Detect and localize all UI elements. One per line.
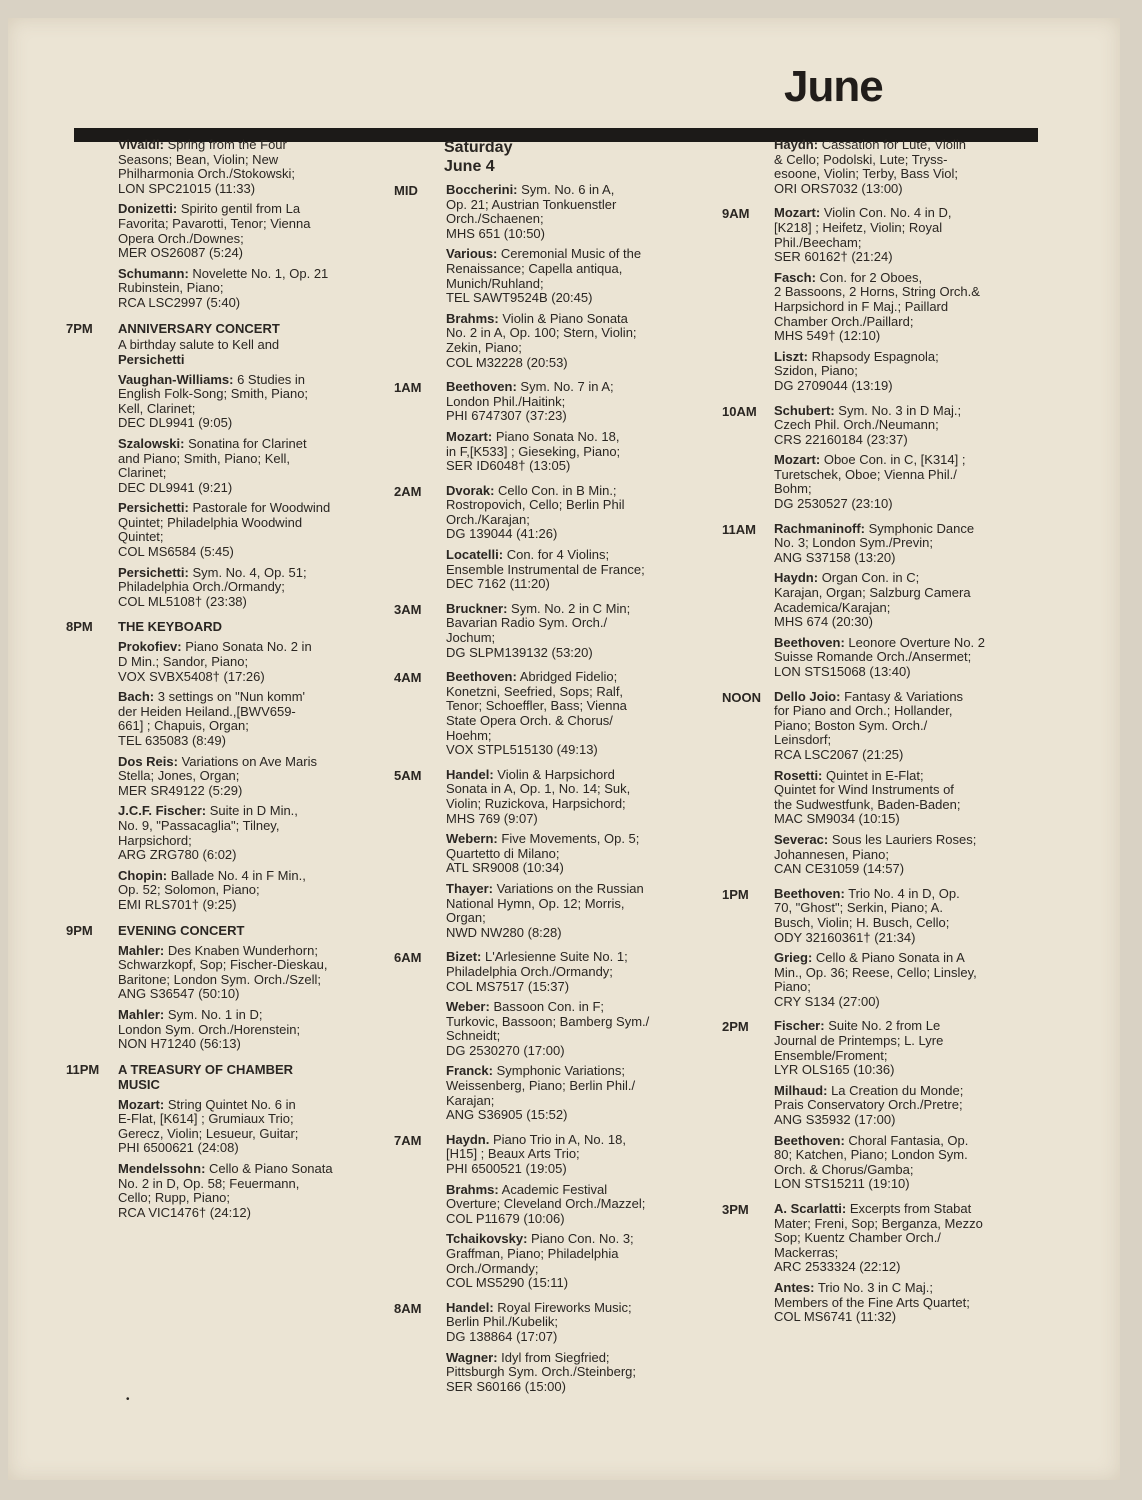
- listing-entry: [118, 1008, 366, 1052]
- composer-name: Webern:: [446, 831, 498, 847]
- listing-entry: [446, 1133, 694, 1177]
- composer-name: Weber:: [446, 999, 490, 1015]
- time-label: 9AM: [722, 206, 750, 222]
- listing-entry: [446, 1000, 694, 1058]
- work-details: Des Knaben Wunderhorn; Schwarzkopf, Sop; Fischer-Dieskau, Baritone; London Sym. Orch./Szell; ANG S36547 (50:10): [118, 942, 328, 1002]
- listing-entry: [774, 350, 1022, 394]
- composer-name: Vivaldi:: [118, 137, 165, 152]
- time-slot: [394, 380, 694, 474]
- listing-entry: [774, 138, 1022, 196]
- listing-entry: [118, 138, 366, 196]
- listing-entry: [118, 690, 366, 748]
- listing-entry: [118, 202, 366, 260]
- listing-entry: [118, 1162, 366, 1220]
- composer-name: Boccherini:: [446, 182, 518, 197]
- composer-name: Handel:: [446, 766, 494, 782]
- listing-entry: [446, 247, 694, 305]
- time-label: 7AM: [394, 1132, 422, 1148]
- listing-entry: [774, 636, 1022, 680]
- listing-entry: [446, 950, 694, 994]
- work-details: Sym. No. 4, Op. 51; Philadelphia Orch./Ormandy; COL ML5108† (23:38): [118, 564, 307, 609]
- listing-entry: [446, 832, 694, 876]
- composer-name: Thayer:: [446, 880, 493, 896]
- time-slot: [66, 138, 366, 311]
- listing-entry: [118, 566, 366, 610]
- work-details: Cello & Piano Sonata in A Min., Op. 36; Reese, Cello; Linsley, Piano; CRY S134 (27:00): [774, 950, 977, 1009]
- work-details: Cello Con. in B Min.; Rostropovich, Cello; Berlin Phil Orch./Karajan; DG 139044 (41:26): [446, 482, 625, 542]
- work-details: Rhapsody Espagnola; Szidon, Piano; DG 2709044 (13:19): [774, 348, 939, 393]
- work-details: Con. for 2 Oboes, 2 Bassoons, 2 Horns, String Orch.& Harpsichord in F Maj.; Paillard Chamber Orch./Paillard; MHS 549† (12:10): [774, 269, 980, 344]
- composer-name: Liszt:: [774, 348, 808, 364]
- column-3: [722, 138, 1022, 1335]
- time-slot: [394, 670, 694, 758]
- work-details: Novelette No. 1, Op. 21 Rubinstein, Piano; RCA LSC2997 (5:40): [118, 265, 329, 310]
- composer-name: Beethoven:: [774, 885, 845, 901]
- work-details: Idyl from Siegfried; Pittsburgh Sym. Orch./Steinberg; SER S60166 (15:00): [446, 1349, 637, 1394]
- listing-entry: [446, 548, 694, 592]
- composer-name: Milhaud:: [774, 1082, 828, 1098]
- time-slot: [66, 923, 366, 1052]
- composer-name: Dello Joio:: [774, 688, 841, 704]
- work-details: Violin & Harpsichord Sonata in A, Op. 1, No. 14; Suk, Violin; Ruzickova, Harpsichord; MHS 769 (9:07): [446, 766, 631, 826]
- composer-name: Fischer:: [774, 1018, 825, 1034]
- composer-name: Haydn:: [774, 137, 819, 152]
- work-details: Ceremonial Music of the Renaissance; Capella antiqua, Munich/Ruhland; TEL SAWT9524B (20:45): [446, 246, 642, 306]
- work-details: Fantasy & Variations for Piano and Orch.; Hollander, Piano; Boston Sym. Orch./ Leinsdorf; RCA LSC2067 (21:25): [774, 688, 964, 762]
- program-title: ANNIVERSARY CONCERT: [118, 320, 280, 336]
- listing-entry: [118, 501, 366, 559]
- listing-entry: [446, 768, 694, 826]
- work-details: Ballade No. 4 in F Min., Op. 52; Solomon, Piano; EMI RLS701† (9:25): [118, 867, 306, 912]
- column-1: [66, 138, 366, 1230]
- program-subtitle-name: Persichetti: [118, 351, 185, 367]
- composer-name: Franck:: [446, 1063, 493, 1079]
- work-details: Trio No. 3 in C Maj.; Members of the Fine Arts Quartet; COL MS6741 (11:32): [774, 1279, 970, 1325]
- time-slot: [722, 206, 1022, 393]
- time-slot: [394, 484, 694, 592]
- work-details: Royal Fireworks Music; Berlin Phil./Kubelik; DG 138864 (17:07): [446, 1299, 632, 1344]
- composer-name: Brahms:: [446, 310, 499, 326]
- listing-entry: [446, 380, 694, 424]
- program-title: A TREASURY OF CHAMBER MUSIC: [118, 1061, 294, 1092]
- listing-entry: [774, 522, 1022, 566]
- time-label: 7PM: [66, 320, 93, 336]
- work-details: Sym. No. 6 in A, Op. 21; Austrian Tonkuenstler Orch./Schaenen; MHS 651 (10:50): [446, 182, 617, 241]
- work-details: Symphonic Variations; Weissenberg, Piano; Berlin Phil./ Karajan; ANG S36905 (15:52): [446, 1063, 636, 1123]
- work-details: Suite No. 2 from Le Journal de Printemps; L. Lyre Ensemble/Froment; LYR OLS165 (10:36): [774, 1018, 944, 1078]
- work-details: Oboe Con. in C, [K314] ; Turetschek, Oboe; Vienna Phil./ Bohm; DG 2530527 (23:10): [774, 452, 966, 512]
- listing-entry: [774, 887, 1022, 945]
- listing-entry: [774, 951, 1022, 1009]
- work-details: Abridged Fidelio; Konetzni, Seefried, Sops; Ralf, Tenor; Schoeffler, Bass; Vienna State Opera Orch. & Chorus/ Hoehm; VOX STPL515130 (49:13): [446, 669, 627, 758]
- work-details: Five Movements, Op. 5; Quartetto di Milano; ATL SR9008 (10:34): [446, 831, 640, 876]
- listing-entry: [118, 437, 366, 495]
- column-2: [394, 138, 694, 1404]
- listing-entry: [118, 373, 366, 431]
- composer-name: Mendelssohn:: [118, 1161, 206, 1177]
- work-details: Violin Con. No. 4 in D, [K218] ; Heifetz, Violin; Royal Phil./Beecham; SER 60162† (21:24): [774, 205, 952, 265]
- composer-name: Tchaikovsky:: [446, 1231, 528, 1247]
- composer-name: Beethoven:: [774, 634, 845, 650]
- composer-name: J.C.F. Fischer:: [118, 803, 207, 819]
- listing-entry: [774, 1019, 1022, 1077]
- work-details: Piano Con. No. 3; Graffman, Piano; Philadelphia Orch./Ormandy; COL MS5290 (15:11): [446, 1231, 634, 1291]
- composer-name: Beethoven:: [774, 1132, 845, 1148]
- listing-entry: [446, 1183, 694, 1227]
- listing-entry: [774, 571, 1022, 629]
- time-label: NOON: [722, 689, 761, 705]
- composer-name: Szalowski:: [118, 435, 185, 451]
- work-details: 6 Studies in English Folk-Song; Smith, Piano; Kell, Clarinet; DEC DL9941 (9:05): [118, 371, 309, 431]
- work-details: Piano Trio in A, No. 18, [H15] ; Beaux Arts Trio; PHI 6500521 (19:05): [446, 1131, 626, 1177]
- work-details: Sym. No. 2 in C Min; Bavarian Radio Sym. Orch./ Jochum; DG SLPM139132 (53:20): [446, 600, 631, 660]
- time-slot: [722, 1202, 1022, 1325]
- composer-name: Dos Reis:: [118, 753, 178, 769]
- work-details: Excerpts from Stabat Mater; Freni, Sop; Berganza, Mezzo Sop; Kuentz Chamber Orch./ Mackerras; ARC 2533324 (22:12): [774, 1201, 983, 1275]
- composer-name: Haydn.: [446, 1131, 490, 1147]
- composer-name: A. Scarlatti:: [774, 1201, 847, 1216]
- work-details: Organ Con. in C; Karajan, Organ; Salzburg Camera Academica/Karajan; MHS 674 (20:30): [774, 570, 971, 630]
- composer-name: Schumann:: [118, 265, 189, 281]
- listing-entry: [446, 1232, 694, 1290]
- listing-entry: [774, 769, 1022, 827]
- listing-entry: [774, 833, 1022, 877]
- time-label: 1AM: [394, 380, 422, 396]
- time-slot: [66, 1062, 366, 1221]
- composer-name: Bizet:: [446, 949, 482, 965]
- program-title: EVENING CONCERT: [118, 922, 245, 938]
- listing-entry: [446, 183, 694, 241]
- program-subtitle-text: A birthday salute to Kell and: [118, 336, 280, 352]
- listing-entry: [774, 1281, 1022, 1325]
- work-details: String Quintet No. 6 in E-Flat, [K614] ; Grumiaux Trio; Gerecz, Violin; Lesueur, Guitar; PHI 6500621 (24:08): [118, 1096, 299, 1156]
- listing-entry: [118, 869, 366, 913]
- time-slot: [394, 1301, 694, 1395]
- composer-name: Prokofiev:: [118, 639, 182, 655]
- composer-name: Vaughan-Williams:: [118, 371, 234, 387]
- composer-name: Fasch:: [774, 269, 816, 285]
- time-label: 8PM: [66, 619, 93, 635]
- composer-name: Locatelli:: [446, 547, 504, 563]
- work-details: Piano Sonata No. 18, in F,[K533] ; Gieseking, Piano; SER ID6048† (13:05): [446, 428, 621, 474]
- listing-entry: [446, 312, 694, 370]
- composer-name: Mahler:: [118, 1006, 165, 1022]
- work-details: Pastorale for Woodwind Quintet; Philadelphia Woodwind Quintet; COL MS6584 (5:45): [118, 500, 331, 560]
- composer-name: Severac:: [774, 831, 829, 847]
- month-heading: June: [784, 62, 883, 111]
- composer-name: Haydn:: [774, 570, 819, 586]
- work-details: Variations on Ave Maris Stella; Jones, Organ; MER SR49122 (5:29): [118, 753, 317, 798]
- work-details: Bassoon Con. in F; Turkovic, Bassoon; Bamberg Sym./ Schneidt; DG 2530270 (17:00): [446, 999, 650, 1058]
- time-label: 1PM: [722, 886, 749, 902]
- time-slot: [722, 138, 1022, 196]
- work-details: 3 settings on "Nun komm' der Heiden Heiland.,[BWV659- 661] ; Chapuis, Organ; TEL 635083 (8:49): [118, 689, 306, 748]
- composer-name: Chopin:: [118, 867, 168, 883]
- work-details: Suite in D Min., No. 9, "Passacaglia"; Tilney, Harpsichord; ARG ZRG780 (6:02): [118, 803, 298, 863]
- work-details: Sym. No. 3 in D Maj.; Czech Phil. Orch./Neumann; CRS 22160184 (23:37): [774, 402, 962, 447]
- listing-entry: [774, 1202, 1022, 1275]
- work-details: Trio No. 4 in D, Op. 70, "Ghost"; Serkin, Piano; A. Busch, Violin; H. Busch, Cello; ODY 32160361† (21:34): [774, 885, 960, 945]
- work-details: Choral Fantasia, Op. 80; Katchen, Piano; London Sym. Orch. & Chorus/Gamba; LON STS15211 (19:10): [774, 1132, 969, 1192]
- listing-entry: [118, 944, 366, 1002]
- listing-entry: [446, 1301, 694, 1345]
- composer-name: Brahms:: [446, 1181, 499, 1197]
- listing-entry: [774, 453, 1022, 511]
- time-label: 9PM: [66, 922, 93, 938]
- work-details: Leonore Overture No. 2 Suisse Romande Orch./Ansermet; LON STS15068 (13:40): [774, 634, 985, 679]
- work-details: Symphonic Dance No. 3; London Sym./Previn; ANG S37158 (13:20): [774, 520, 975, 565]
- listing-entry: [118, 640, 366, 684]
- listing-entry: [774, 1084, 1022, 1128]
- time-slot: [394, 768, 694, 941]
- listing-entry: [774, 404, 1022, 448]
- work-details: Sym. No. 7 in A; London Phil./Haitink; PHI 6747307 (37:23): [446, 379, 614, 424]
- time-label: 5AM: [394, 767, 422, 783]
- composer-name: Wagner:: [446, 1349, 498, 1365]
- listing-entry: [446, 602, 694, 660]
- listing-entry: [774, 690, 1022, 763]
- listing-entry: [446, 882, 694, 940]
- work-details: Piano Sonata No. 2 in D Min.; Sandor, Piano; VOX SVBX5408† (17:26): [118, 639, 312, 684]
- listing-entry: [446, 670, 694, 758]
- time-slot: [394, 183, 694, 370]
- work-details: La Creation du Monde; Prais Conservatory Orch./Pretre; ANG S35932 (17:00): [774, 1082, 964, 1128]
- composer-name: Persichetti:: [118, 500, 189, 516]
- composer-name: Mozart:: [774, 452, 821, 468]
- composer-name: Beethoven:: [446, 379, 517, 395]
- time-label: 6AM: [394, 950, 422, 966]
- composer-name: Various:: [446, 246, 498, 262]
- composer-name: Donizetti:: [118, 201, 178, 217]
- time-slot: [394, 950, 694, 1123]
- composer-name: Beethoven:: [446, 669, 517, 685]
- work-details: Quintet in E-Flat; Quintet for Wind Instruments of the Sudwestfunk, Baden-Baden; MAC SM9034 (10:15): [774, 767, 961, 827]
- work-details: Academic Festival Overture; Cleveland Orch./Mazzel; COL P11679 (10:06): [446, 1181, 646, 1226]
- work-details: Violin & Piano Sonata No. 2 in A, Op. 100; Stern, Violin; Zekin, Piano; COL M32228 (20:53): [446, 310, 637, 370]
- time-label: 3AM: [394, 601, 422, 617]
- time-slot: [722, 522, 1022, 680]
- work-details: L'Arlesienne Suite No. 1; Philadelphia Orch./Ormandy; COL MS7517 (15:37): [446, 949, 628, 994]
- composer-name: Mozart:: [446, 428, 493, 444]
- composer-name: Antes:: [774, 1279, 815, 1295]
- work-details: Sous les Lauriers Roses; Johannesen, Piano; CAN CE31059 (14:57): [774, 831, 977, 877]
- composer-name: Mahler:: [118, 942, 165, 958]
- time-label: 11PM: [66, 1061, 100, 1077]
- work-details: Spirito gentil from La Favorita; Pavarotti, Tenor; Vienna Opera Orch./Downes; MER OS26087 (5:24): [118, 201, 311, 261]
- listing-entry: [446, 1351, 694, 1395]
- composer-name: Rachmaninoff:: [774, 520, 865, 536]
- time-label: 11AM: [722, 521, 756, 537]
- composer-name: Schubert:: [774, 402, 835, 418]
- listing-entry: [774, 271, 1022, 344]
- time-slot: [722, 404, 1022, 512]
- time-label: 2PM: [722, 1019, 749, 1035]
- composer-name: Mozart:: [774, 205, 821, 221]
- listing-entry: [118, 804, 366, 862]
- work-details: Sym. No. 1 in D; London Sym. Orch./Horenstein; NON H71240 (56:13): [118, 1006, 301, 1052]
- stray-mark: •: [126, 1394, 130, 1405]
- time-label: 2AM: [394, 483, 422, 499]
- time-slot: [722, 887, 1022, 1010]
- composer-name: Grieg:: [774, 950, 813, 966]
- work-details: Con. for 4 Violins; Ensemble Instrumental de France; DEC 7162 (11:20): [446, 547, 645, 592]
- listing-entry: [774, 206, 1022, 264]
- work-details: Spring from the Four Seasons; Bean, Violin; New Philharmonia Orch./Stokowski; LON SPC21015 (11:33): [118, 137, 296, 196]
- listing-entry: [446, 430, 694, 474]
- listing-entry: [118, 1098, 366, 1156]
- listing-entry: [774, 1134, 1022, 1192]
- listing-entry: [446, 1064, 694, 1122]
- program-subtitle: [118, 337, 366, 367]
- time-slot: [66, 619, 366, 912]
- composer-name: Mozart:: [118, 1096, 165, 1112]
- composer-name: Persichetti:: [118, 564, 189, 580]
- listing-entry: [118, 267, 366, 311]
- day-heading: Saturday June 4: [444, 139, 513, 175]
- time-slot: [394, 1133, 694, 1291]
- listing-entry: [118, 755, 366, 799]
- work-details: Variations on the Russian National Hymn, Op. 12; Morris, Organ; NWD NW280 (8:28): [446, 880, 644, 940]
- composer-name: Bruckner:: [446, 600, 508, 616]
- composer-name: Dvorak:: [446, 482, 495, 498]
- work-details: Sonatina for Clarinet and Piano; Smith, Piano; Kell, Clarinet; DEC DL9941 (9:21): [118, 435, 307, 495]
- time-label: 10AM: [722, 403, 757, 419]
- work-details: Cello & Piano Sonata No. 2 in D, Op. 58; Feuermann, Cello; Rupp, Piano; RCA VIC1476† (24:12): [118, 1161, 333, 1220]
- time-label: MID: [394, 183, 418, 198]
- time-slot: [394, 602, 694, 660]
- work-details: Cassation for Lute, Violin & Cello; Podolski, Lute; Tryss- esoone, Violin; Terby, Bass Viol; ORI ORS7032 (13:00): [774, 137, 966, 196]
- listing-entry: [446, 484, 694, 542]
- time-label: 8AM: [394, 1300, 422, 1316]
- time-slot: [66, 321, 366, 610]
- composer-name: Bach:: [118, 689, 155, 705]
- time-label: 3PM: [722, 1202, 749, 1217]
- composer-name: Handel:: [446, 1299, 494, 1315]
- program-title: THE KEYBOARD: [118, 619, 223, 635]
- time-slot: [722, 690, 1022, 877]
- time-slot: [722, 1019, 1022, 1192]
- composer-name: Rosetti:: [774, 767, 823, 783]
- time-label: 4AM: [394, 670, 422, 686]
